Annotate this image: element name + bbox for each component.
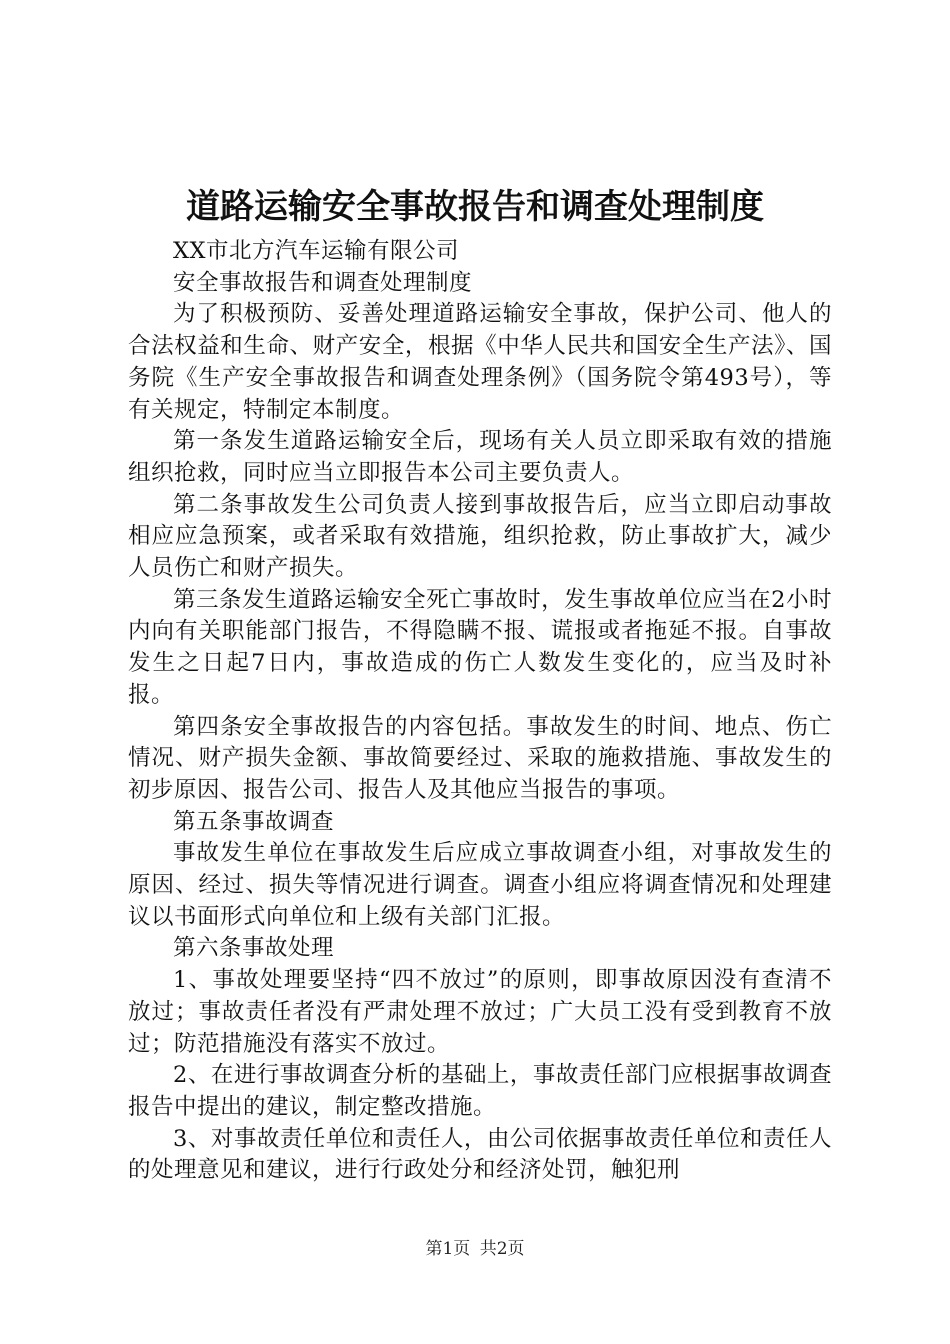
article-4-paragraph: 第四条安全事故报告的内容包括。事故发生的时间、地点、伤亡情况、财产损失金额、事故简要经过、采取的施救措施、事故发生的初步原因、报告公司、报告人及其他应当报告的事项。 <box>128 713 832 803</box>
preamble-paragraph: 为了积极预防、妥善处理道路运输安全事故，保护公司、他人的合法权益和生命、财产安全，根据《中华人民共和国安全生产法》、国务院《生产安全事故报告和调查处理条例》（国务院令第493号），等有关规定，特制定本制度。 <box>128 301 832 423</box>
document-body <box>128 236 832 1187</box>
article-2-paragraph: 第二条事故发生公司负责人接到事故报告后，应当立即启动事故相应应急预案，或者采取有效措施，组织抢救，防止事故扩大，减少人员伤亡和财产损失。 <box>128 491 832 582</box>
page-total: 共2页 <box>479 1239 525 1259</box>
article-6-item-3: 3、对事故责任单位和责任人，由公司依据事故责任单位和责任人的处理意见和建议，进行行政处分和经济处罚，触犯刑 <box>128 1125 832 1184</box>
article-6-heading: 第六条事故处理 <box>173 935 335 962</box>
article-6-item-1: 1、事故处理要坚持“四不放过”的原则，即事故原因没有查清不放过；事故责任者没有严肃处理不放过；广大员工没有受到教育不放过；防范措施没有落实不放过。 <box>128 967 832 1057</box>
article-1-paragraph: 第一条发生道路运输安全后，现场有关人员立即采取有效的措施组织抢救，同时应当立即报告本公司主要负责人。 <box>128 428 832 486</box>
company-name-line: XX市北方汽车运输有限公司 <box>173 238 460 264</box>
article-5-heading: 第五条事故调查 <box>173 808 335 835</box>
document-title: 道路运输安全事故报告和调查处理制度 <box>186 187 764 227</box>
article-3-paragraph: 第三条发生道路运输安全死亡事故时，发生事故单位应当在2小时内向有关职能部门报告，不得隐瞒不报、谎报或者拖延不报。自事故发生之日起7日内，事故造成的伤亡人数发生变化的，应当及时补报。 <box>128 586 832 708</box>
page-number: 第1页 <box>425 1239 471 1259</box>
article-6-item-2: 2、在进行事故调查分析的基础上，事故责任部门应根据事故调查报告中提出的建议，制定整改措施。 <box>128 1062 832 1120</box>
article-5-paragraph: 事故发生单位在事故发生后应成立事故调查小组，对事故发生的原因、经过、损失等情况进行调查。调查小组应将调查情况和处理建议以书面形式向单位和上级有关部门汇报。 <box>128 840 832 930</box>
subtitle-line: 安全事故报告和调查处理制度 <box>173 269 473 296</box>
page-footer <box>0 1238 950 1260</box>
